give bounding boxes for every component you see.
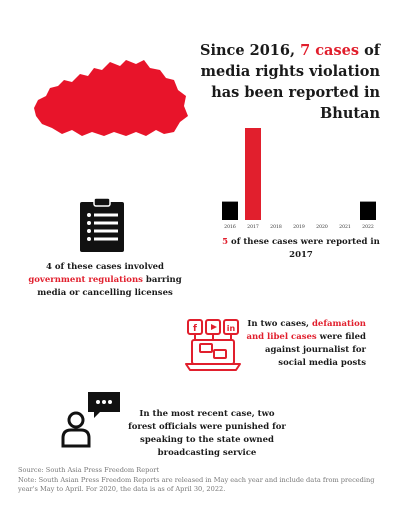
tick-label-2022: 2022	[362, 225, 374, 230]
government-suffix: barring media or cancelling licenses	[37, 275, 182, 298]
tick-label-2017: 2017	[247, 225, 259, 230]
clipboard-icon	[78, 196, 126, 252]
cases-bar-chart	[218, 120, 378, 232]
source-note	[18, 466, 390, 495]
defamation-text	[246, 318, 366, 370]
svg-text:in: in	[226, 324, 236, 333]
social-laptop-icon	[184, 316, 242, 374]
chart-caption-text: of these cases were reported in 2017	[231, 237, 380, 260]
headline-highlight: 7 cases	[300, 42, 360, 59]
tick-label-2021: 2021	[339, 225, 351, 230]
tick-label-2016: 2016	[224, 225, 236, 230]
tick-label-2018: 2018	[270, 225, 282, 230]
recent-case-text: In the most recent case, two forest officials were punished for speaking to the state owned broadcasting service	[128, 409, 286, 458]
source-line: Source: South Asia Press Freedom Report	[18, 466, 160, 474]
government-highlight: government regulations	[28, 275, 143, 285]
defamation-prefix: In two cases,	[247, 319, 309, 329]
bhutan-map-icon	[28, 52, 190, 140]
defamation-suffix: were filed against journalist for social media posts	[264, 332, 366, 368]
government-regulations-text	[20, 261, 190, 300]
headline-prefix: Since 2016,	[200, 42, 296, 59]
note-line: Note: South Asian Press Freedom Reports are released in May each year and include data from preceding year's May to April. For 2020, the data is as of April 30, 2022.	[18, 475, 375, 493]
defamation-highlight: defamation and libel cases	[246, 319, 366, 342]
government-prefix: 4 of these cases involved	[46, 262, 164, 272]
chart-caption-highlight: 5	[222, 237, 229, 247]
headline	[180, 40, 380, 124]
tick-label-2020: 2020	[316, 225, 328, 230]
headline-suffix: of media rights violation has been reported in Bhutan	[200, 42, 380, 122]
bar-2017	[245, 128, 261, 220]
svg-text:f: f	[193, 324, 197, 334]
tick-label-2019: 2019	[293, 225, 305, 230]
person-speech-icon	[60, 390, 122, 448]
chart-caption	[216, 236, 386, 262]
bar-2022	[360, 202, 376, 220]
bar-2016	[222, 202, 238, 220]
